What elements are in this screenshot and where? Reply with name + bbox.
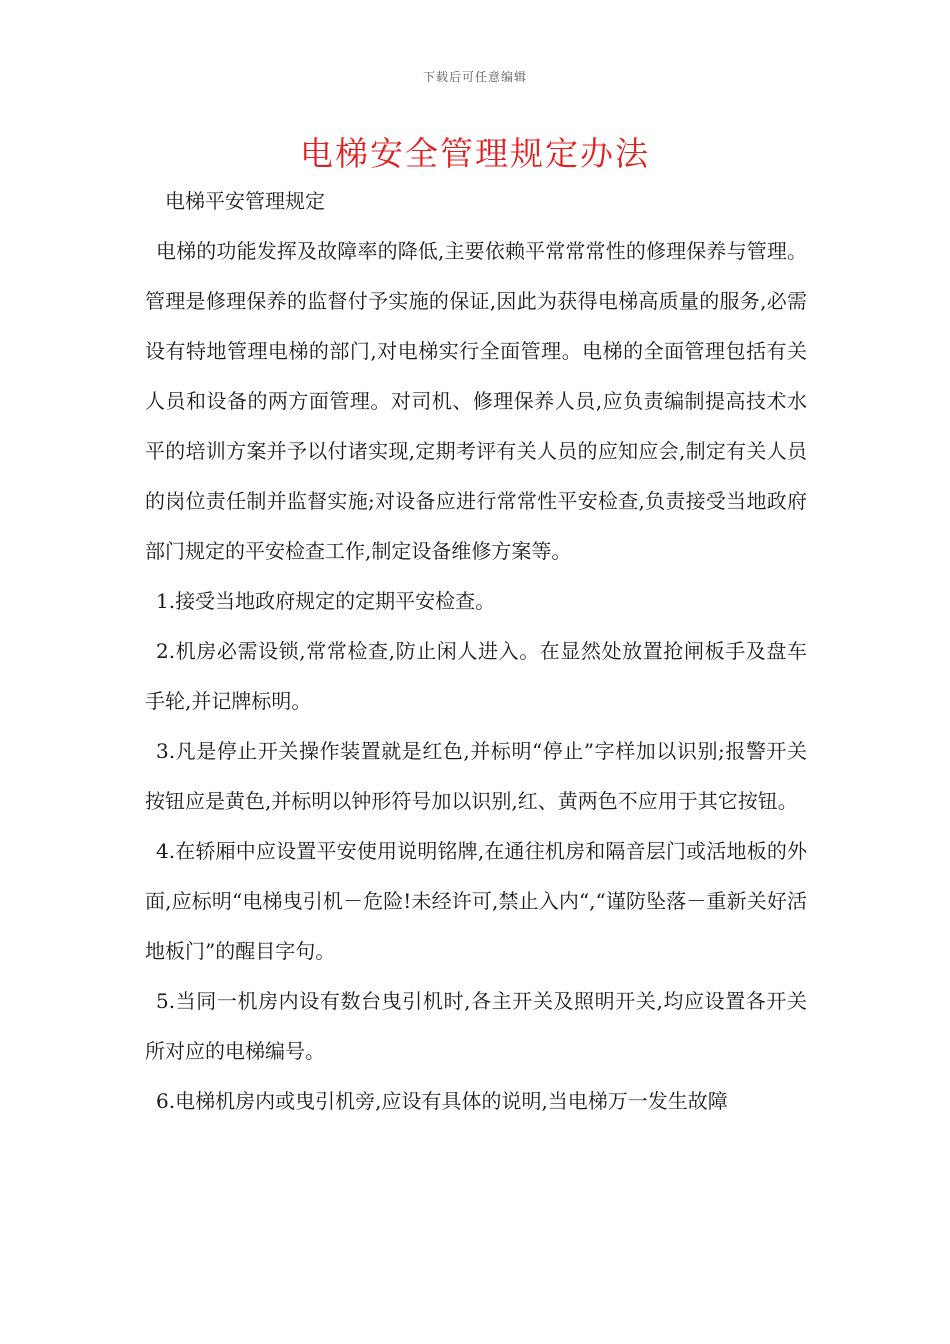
paragraph-intro: 电梯的功能发挥及故障率的降低,主要依赖平常常常性的修理保养与管理。管理是修理保养的监督付予实施的保证,因此为获得电梯高质量的服务,必需设有特地管理电梯的部门,对电梯实行全面管理。电梯的全面管理包括有关人员和设备的两方面管理。对司机、修理保养人员,应负责编制提高技术水平的培训方案并予以付诸实现,定期考评有关人员的应知应会,制定有关人员的岗位责任制并监督实施;对设备应进行常常性平安检查,负责接受当地政府部门规定的平安检查工作,制定设备维修方案等。	[145, 239, 807, 563]
paragraph-item-6: 6.电梯机房内或曳引机旁,应设有具体的说明,当电梯万一发生故障	[156, 1089, 728, 1113]
paragraph-item-2: 2.机房必需设锁,常常检查,防止闲人进入。在显然处放置抢闸板手及盘车手轮,并记牌标明。	[145, 639, 807, 713]
paragraph-item-5: 5.当同一机房内设有数台曳引机时,各主开关及照明开关,均应设置各开关所对应的电梯编号。	[145, 989, 807, 1063]
paragraph-item-4: 4.在轿厢中应设置平安使用说明铭牌,在通往机房和隔音层门或活地板的外面,应标明“电梯曳引机－危险!未经许可,禁止入内“,“谨防坠落－重新关好活地板门”的醒目字句。	[145, 839, 807, 963]
document-body	[145, 226, 807, 1126]
header-note: 下载后可任意编辑	[422, 70, 527, 84]
document-title: 电梯安全管理规定办法	[300, 134, 650, 173]
document-subtitle: 电梯平安管理规定	[165, 189, 325, 213]
paragraph-item-1: 1.接受当地政府规定的定期平安检查。	[156, 589, 496, 613]
paragraph-item-3: 3.凡是停止开关操作装置就是红色,并标明“停止”字样加以识别;报警开关按钮应是黄色,并标明以钟形符号加以识别,红、黄两色不应用于其它按钮。	[145, 739, 807, 813]
